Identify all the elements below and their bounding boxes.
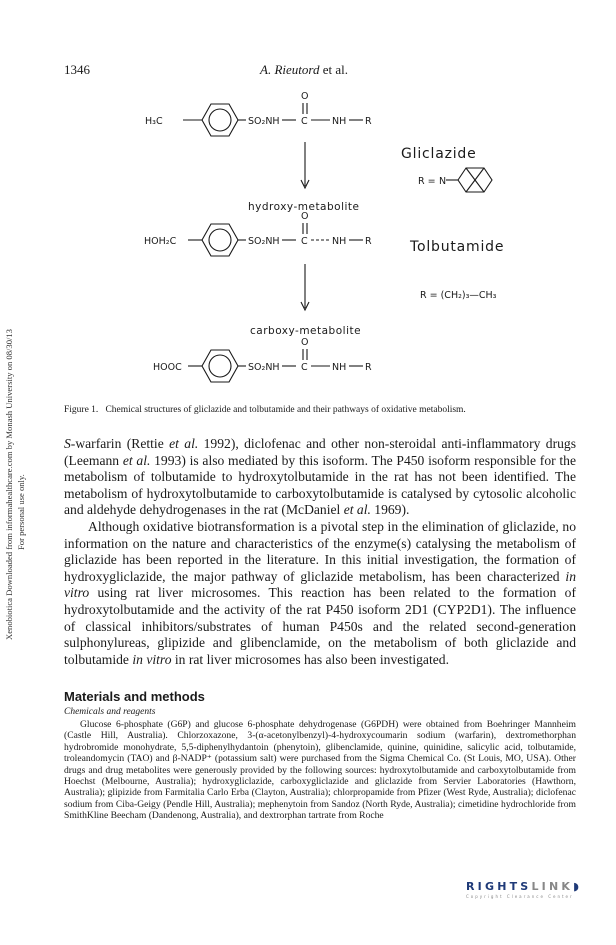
- logo-accent: LINK: [531, 880, 574, 893]
- body-text: [64, 436, 576, 668]
- author-name: A. Rieutord: [260, 62, 320, 77]
- sulfonamide-2: SO₂NH: [248, 236, 280, 247]
- watermark-line-2: For personal use only.: [16, 474, 26, 550]
- carbonyl-carbon-3: C: [301, 362, 308, 373]
- p1-run-1: -warfarin (Rettie: [70, 436, 170, 451]
- subsection-heading: Chemicals and reagents: [64, 707, 156, 717]
- carbonyl-oxygen-2: O: [301, 211, 309, 222]
- carbonyl-carbon-1: C: [301, 116, 308, 127]
- hydroxy-metabolite-label: hydroxy-metabolite: [248, 201, 360, 213]
- watermark-line-1: Xenobiotica Downloaded from informahealthcare.com by Monash University on 08/30/13: [4, 329, 14, 640]
- p1-run-0: S: [64, 436, 71, 451]
- carboxyl-group: HOOC: [153, 362, 182, 373]
- amine-3: NH: [332, 362, 347, 373]
- gliclazide-r-label: R =: [418, 176, 436, 187]
- carbonyl-oxygen-1: O: [301, 91, 309, 102]
- p1-run-4: et al.: [122, 452, 151, 468]
- section-heading: Materials and methods: [64, 689, 205, 704]
- figure-label: Figure 1.: [64, 405, 99, 415]
- p1-run-2: et al.: [169, 436, 199, 451]
- rightslink-logo: RIGHTSLINK◗ Copyright Clearance Center: [466, 880, 596, 904]
- figure-caption-text: Chemical structures of gliclazide and tolbutamide and their pathways of oxidative metabolism.: [105, 405, 466, 415]
- logo-main: RIGHTS: [466, 880, 532, 893]
- tolbutamide-r-formula: R = (CH₂)₃—CH₃: [420, 290, 497, 301]
- methods-paragraph: Glucose 6-phosphate (G6P) and glucose 6-phosphate dehydrogenase (G6PDH) were obtained from Boehringer Mannheim (Castle Hill, Australia). Chlorzoxazone, 3-(α-acetonylbenzyl)-4-hydroxycoumarin sodium (warfarin), dextromethorphan hydrobromide monohydrate, 5,5-diphenylhydantoin (phenytoin), glibenclamide, quinine, quinidine, salicylic acid, tolbutamide, troleandomycin (TAO) and β-NADP⁺ (potassium salt) were purchased from the Sigma Chemical Co. (St Louis, MO, USA). Other drugs and drug metabolites were generously provided by the following sources: hydroxytolbutamide and carboxytolbutamide from Hoechst (Melbourne, Australia); hydroxygliclazide, carboxygliclazide and gliclazide from Servier Laboratories (Hawthorn, Australia); glipizide from Farmitalia Carlo Erba (Clayton, Australia); chlorpropamide from Pfizer (West Ryde, Australia); diclofenac sodium from Ciba-Geigy (Pendle Hill, Australia); mephenytoin from Sandoz (North Ryde, Australia); cimetidine hydrochloride from SmithKline Beecham (Dandenong, Australia), and dextrorphan tartrate from Roche: [64, 719, 576, 822]
- amine-1: NH: [332, 116, 347, 127]
- p2-run-2: using rat liver microsomes. This reaction has been related to the formation of hydroxytolbutamide and the activity of the rat P450 isoform 2D1 (CYP2D1). The influence of classical inhibitors/substrates of human P450s and the related second-generation sulphonylureas, glipizide and glibenclamide, on the metabolism of both gliclazide and tolbutamide: [64, 585, 576, 667]
- carboxy-metabolite-label: carboxy-metabolite: [250, 325, 362, 337]
- tolbutamide-name: Tolbutamide: [410, 239, 505, 255]
- sulfonamide-1: SO₂NH: [248, 116, 280, 127]
- methyl-group: H₃C: [145, 116, 163, 127]
- logo-tagline: Copyright Clearance Center: [466, 894, 574, 899]
- amine-2: NH: [332, 236, 347, 247]
- figure-caption: [64, 405, 584, 415]
- p1-run-7: 1969).: [370, 502, 410, 518]
- page-number: 1346: [64, 62, 90, 77]
- author-etal: et al.: [319, 62, 348, 77]
- gliclazide-nitrogen: N: [439, 176, 447, 187]
- p2-run-4: in rat liver microsomes has also been investigated.: [171, 651, 449, 667]
- p1-run-3: 1992), diclofenac and other non-steroidal anti-inflammatory drugs (Leemann: [64, 436, 576, 468]
- r-group-2: R: [365, 236, 372, 247]
- p2-run-0: Although oxidative biotransformation is a pivotal step in the elimination of gliclazide, no information on the nature and characteristics of the enzyme(s) catalysing the metabolism of gliclazide has been reported in the literature. In this initial investigation, the formation of hydroxygliclazide, the major pathway of gliclazide metabolism, has been characterized: [64, 518, 576, 584]
- gliclazide-name: Gliclazide: [401, 146, 477, 162]
- p1-run-5: 1993) is also mediated by this isoform. The P450 isoform responsible for the metabolism of tolbutamide to hydroxytolbutamide in the rat has not been identified. The metabolism of hydroxytolbutamide to carboxytolbutamide is catalysed by cytosolic alcoholic and aldehyde dehydrogenases in the rat (McDaniel: [64, 452, 577, 518]
- sulfonamide-3: SO₂NH: [248, 362, 280, 373]
- chemical-structures-figure: [0, 0, 616, 400]
- p2-run-3: in vitro: [132, 651, 172, 667]
- paragraph-2: [64, 519, 576, 668]
- r-group-1: R: [365, 116, 372, 127]
- p1-run-6: et al.: [343, 502, 371, 518]
- carbonyl-carbon-2: C: [301, 236, 308, 247]
- paragraph-1: [64, 436, 576, 519]
- hydroxymethyl-group: HOH₂C: [144, 236, 177, 247]
- p2-run-1: in vitro: [64, 568, 576, 601]
- r-group-3: R: [365, 362, 372, 373]
- carbonyl-oxygen-3: O: [301, 337, 309, 348]
- methods-text: [64, 719, 576, 822]
